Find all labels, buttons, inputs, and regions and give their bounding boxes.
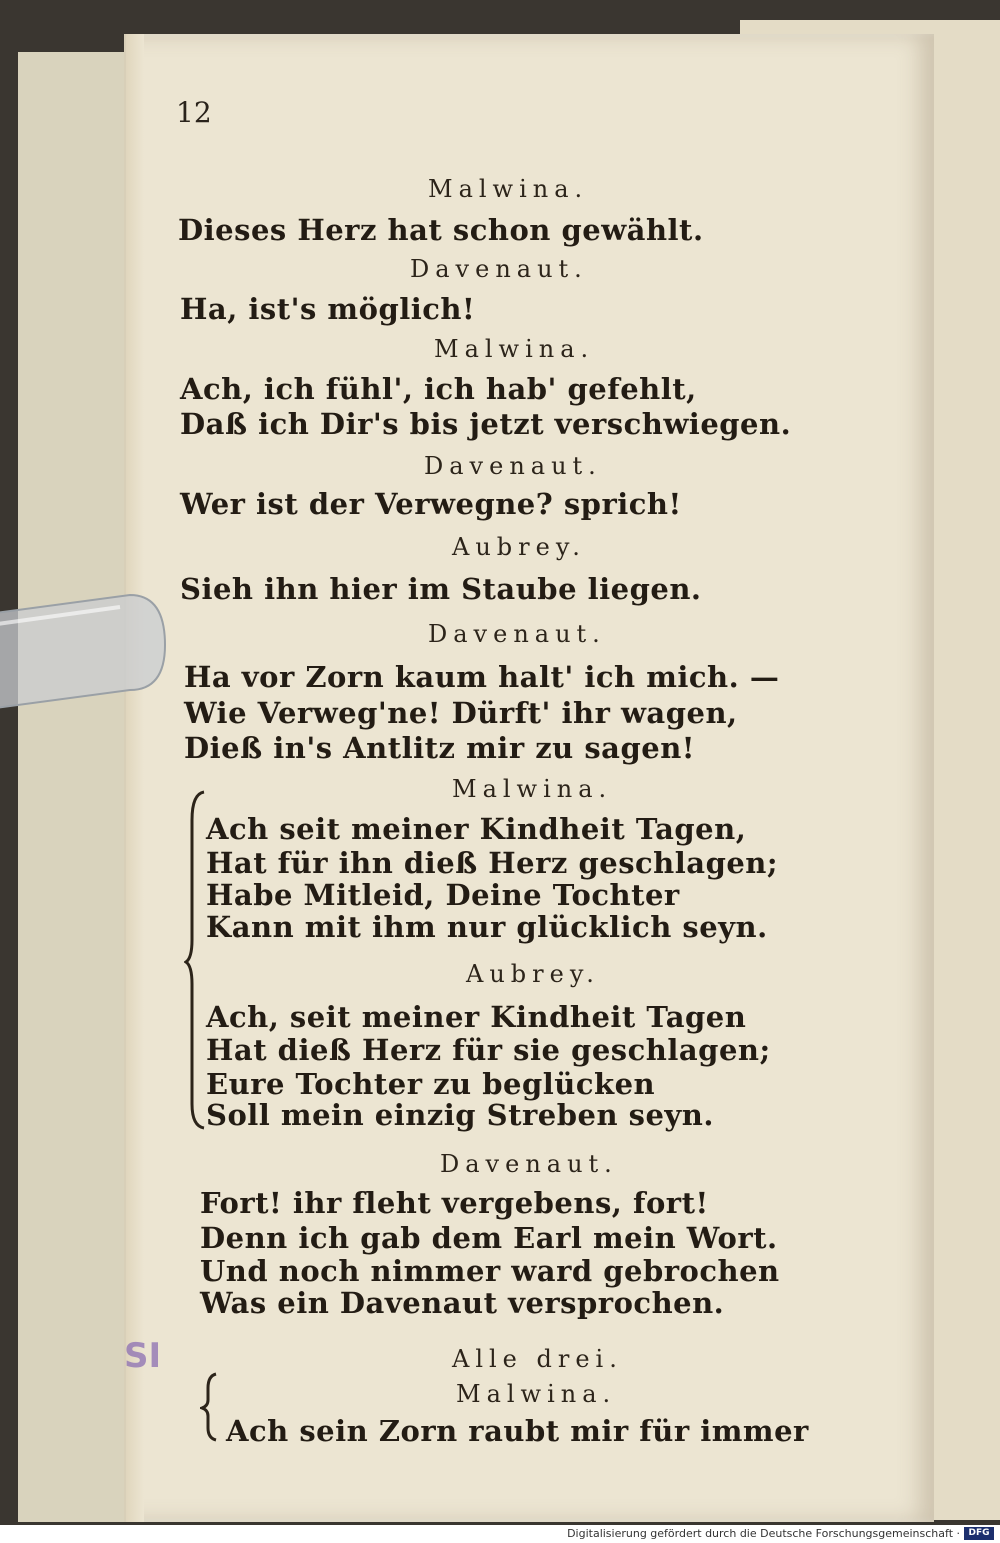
- verse-line: Dieß in's Antlitz mir zu sagen!: [184, 731, 696, 765]
- library-stamp: SI: [124, 1336, 162, 1376]
- verse-line: Dieses Herz hat schon gewählt.: [178, 213, 704, 247]
- page-clip: [0, 585, 180, 715]
- verse-line: Hat dieß Herz für sie geschlagen;: [206, 1033, 771, 1067]
- speaker-heading: Aubrey.: [452, 533, 586, 561]
- verse-line: Ach seit meiner Kindheit Tagen,: [206, 812, 747, 846]
- dfg-logo: DFG: [964, 1527, 994, 1540]
- verse-line: Ach, ich fühl', ich hab' gefehlt,: [180, 372, 697, 406]
- speaker-heading: Alle drei.: [452, 1345, 623, 1373]
- verse-line: Daß ich Dir's bis jetzt verschwiegen.: [180, 407, 792, 441]
- speaker-heading: Malwina.: [434, 335, 595, 363]
- verse-line: Und noch nimmer ward gebrochen: [200, 1254, 780, 1288]
- verse-line: Wer ist der Verwegne? sprich!: [180, 487, 682, 521]
- verse-line: Wie Verweg'ne! Dürft' ihr wagen,: [184, 696, 738, 730]
- speaker-heading: Malwina.: [428, 175, 589, 203]
- verse-line: Ha vor Zorn kaum halt' ich mich. —: [184, 660, 780, 694]
- speaker-heading: Davenaut.: [440, 1150, 618, 1178]
- verse-line: Sieh ihn hier im Staube liegen.: [180, 572, 702, 606]
- speaker-heading: Aubrey.: [466, 960, 600, 988]
- speaker-heading: Malwina.: [452, 775, 613, 803]
- trio-brace: [200, 1372, 220, 1442]
- duet-brace-upper: [184, 790, 208, 1130]
- speaker-heading: Davenaut.: [424, 452, 602, 480]
- speaker-heading: Davenaut.: [410, 255, 588, 283]
- verse-line: Kann mit ihm nur glücklich seyn.: [206, 910, 768, 944]
- verse-line: Was ein Davenaut versprochen.: [200, 1286, 725, 1320]
- verse-line: Eure Tochter zu beglücken: [206, 1067, 656, 1101]
- speaker-heading: Davenaut.: [428, 620, 606, 648]
- verse-line: Soll mein einzig Streben seyn.: [206, 1098, 714, 1132]
- verse-line: Ach, seit meiner Kindheit Tagen: [206, 1000, 747, 1034]
- digitization-footer: [0, 1525, 1000, 1543]
- verse-line: Fort! ihr fleht vergebens, fort!: [200, 1186, 709, 1220]
- speaker-heading: Malwina.: [456, 1380, 617, 1408]
- verse-line: Hat für ihn dieß Herz geschlagen;: [206, 846, 779, 880]
- verse-line: Denn ich gab dem Earl mein Wort.: [200, 1221, 778, 1255]
- verse-line: Ach sein Zorn raubt mir für immer: [226, 1414, 809, 1448]
- footer-text: Digitalisierung gefördert durch die Deutsche Forschungsgemeinschaft ·: [567, 1527, 960, 1540]
- verse-line: Habe Mitleid, Deine Tochter: [206, 878, 680, 912]
- verse-line: Ha, ist's möglich!: [180, 292, 476, 326]
- page-number: 12: [176, 96, 212, 129]
